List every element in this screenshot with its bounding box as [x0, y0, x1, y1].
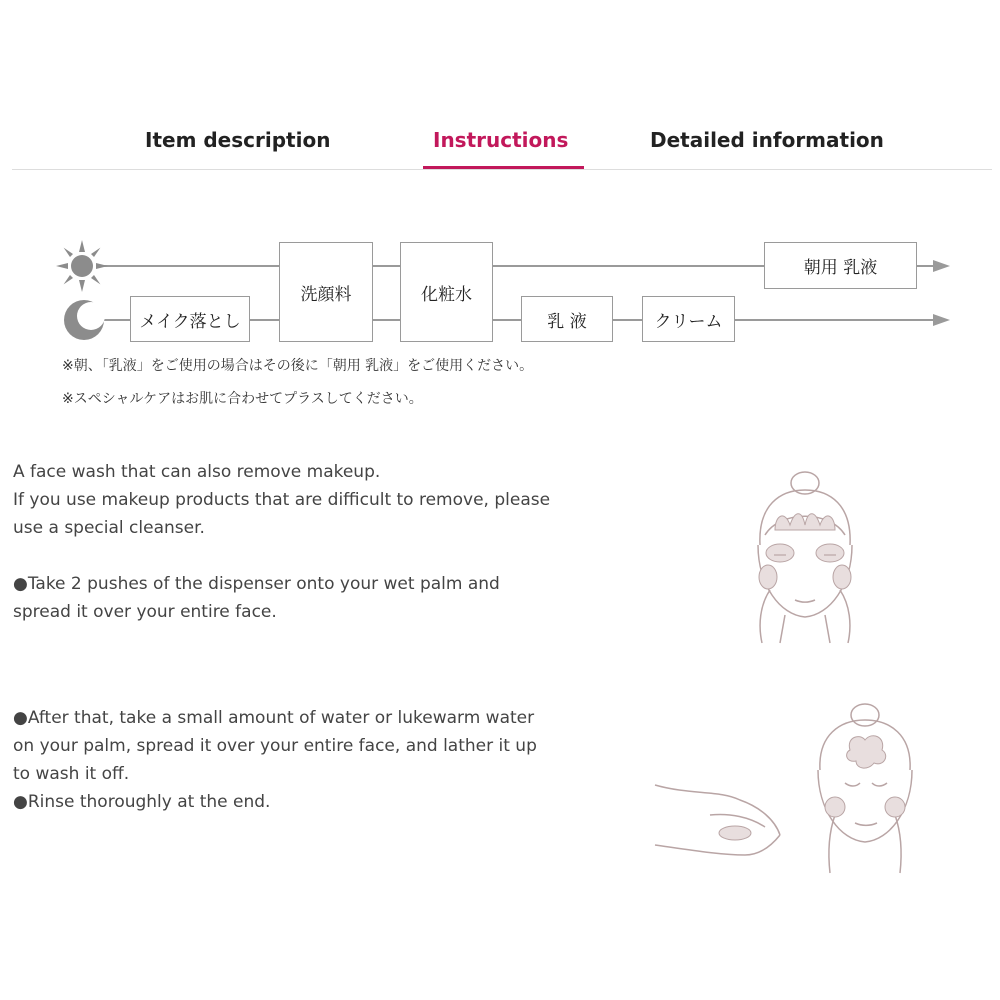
step-2-line-3: to wash it off. — [13, 764, 130, 784]
routine-note-2: ※スペシャルケアはお肌に合わせてプラスしてください。 — [62, 391, 423, 407]
tab-instructions[interactable]: Instructions — [433, 128, 569, 152]
tab-item-description[interactable]: Item description — [145, 128, 331, 152]
step-1-text — [13, 570, 613, 626]
step-3-line-1: ●Rinse thoroughly at the end. — [13, 792, 271, 812]
step-2-line-2: on your palm, spread it over your entire face, and lather it up — [13, 736, 537, 756]
intro-line-1: A face wash that can also remove makeup. — [13, 462, 381, 482]
tab-detailed-information[interactable]: Detailed information — [650, 128, 884, 152]
routine-note-1: ※朝、「乳液」をご使用の場合はその後に「朝用 乳液」をご使用ください。 — [62, 358, 534, 374]
step-1-line-1: ●Take 2 pushes of the dispenser onto your wet palm and — [13, 574, 500, 594]
step-2-line-1: ●After that, take a small amount of water or lukewarm water — [13, 708, 535, 728]
skincare-routine-diagram — [0, 230, 1000, 420]
intro-text — [13, 458, 613, 542]
step-makeup-remover: メイク落とし — [130, 296, 250, 342]
step-milk: 乳 液 — [521, 296, 613, 342]
moon-icon — [62, 298, 106, 342]
step-2-text — [13, 704, 613, 816]
tab-bar — [0, 0, 1000, 172]
intro-line-2: If you use makeup products that are difficult to remove, please — [13, 490, 551, 510]
step-1-line-2: spread it over your entire face. — [13, 602, 277, 622]
intro-line-3: use a special cleanser. — [13, 518, 205, 538]
sun-icon — [54, 238, 110, 294]
tab-divider — [12, 169, 992, 170]
lathering-illustration — [650, 695, 940, 875]
face-spreading-illustration — [740, 465, 870, 645]
step-cream: クリーム — [642, 296, 735, 342]
step-lotion: 化粧水 — [400, 242, 493, 342]
step-morning-milk: 朝用 乳液 — [764, 242, 917, 289]
step-face-wash: 洗顔料 — [279, 242, 373, 342]
